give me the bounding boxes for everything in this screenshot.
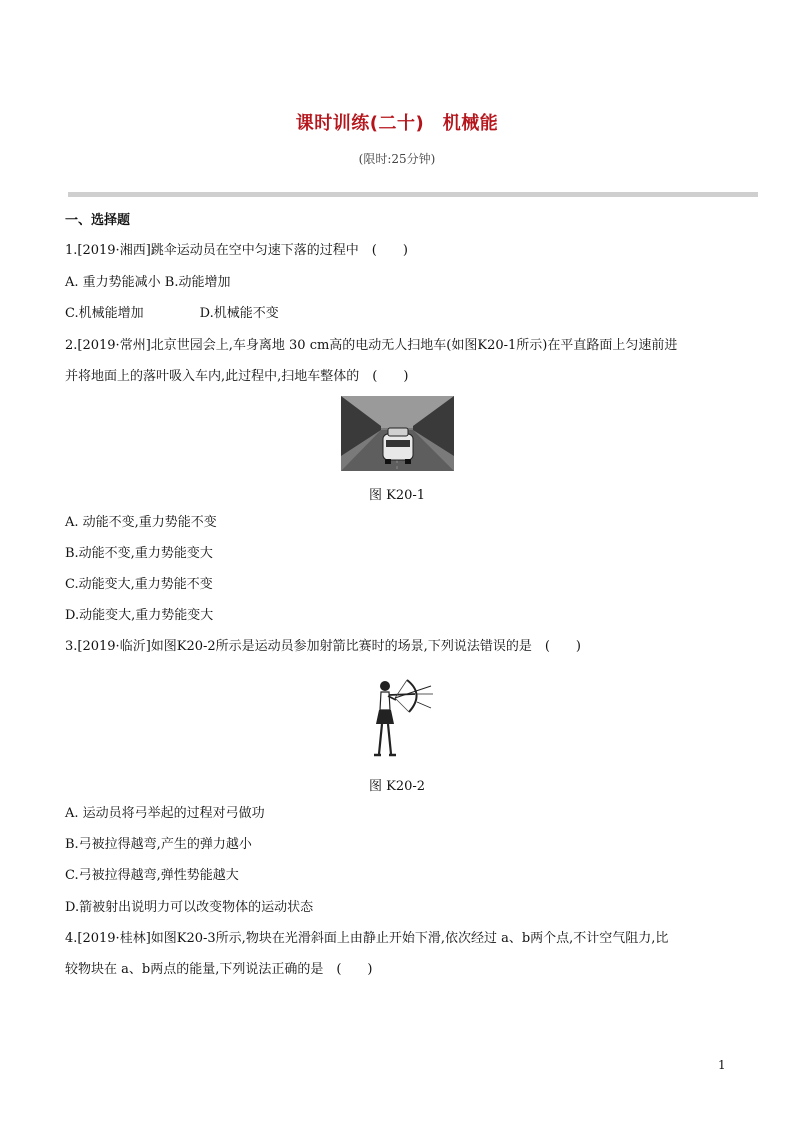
q2-stem-line2: 并将地面上的落叶吸入车内,此过程中,扫地车整体的 ( ) — [65, 369, 409, 384]
q1-stem: 1.[2019·湘西]跳伞运动员在空中匀速下落的过程中 ( ) — [65, 243, 408, 258]
figure-k20-2-caption: 图 K20-2 — [368, 779, 426, 794]
q2-option-a: A. 动能不变,重力势能不变 — [65, 515, 217, 530]
q1-option-c: C.机械能增加 — [65, 306, 144, 321]
q3-option-c: C.弓被拉得越弯,弹性势能越大 — [65, 868, 239, 883]
figure-k20-1-caption: 图 K20-1 — [368, 488, 426, 503]
time-limit: (限时:25分钟) — [358, 152, 436, 166]
q4-stem-line2: 较物块在 a、b两点的能量,下列说法正确的是 ( ) — [65, 962, 373, 977]
q2-stem-line1: 2.[2019·常州]北京世园会上,车身离地 30 cm高的电动无人扫地车(如图K20-1所示)在平直路面上匀速前进 — [65, 338, 678, 353]
q1-options-cd — [65, 305, 279, 323]
q1-option-d: D.机械能不变 — [199, 306, 279, 321]
q1-options-ab: A. 重力势能减小 B.动能增加 — [65, 275, 231, 290]
sweeper-car-photo — [341, 396, 454, 471]
archer-illustration — [359, 678, 437, 762]
section-heading: 一、选择题 — [65, 213, 131, 228]
header-divider — [68, 192, 758, 197]
q2-option-b: B.动能不变,重力势能变大 — [65, 546, 213, 561]
q3-option-d: D.箭被射出说明力可以改变物体的运动状态 — [65, 900, 314, 915]
q3-option-b: B.弓被拉得越弯,产生的弹力越小 — [65, 837, 252, 852]
page-title: 课时训练(二十) 机械能 — [295, 113, 499, 134]
q2-option-d: D.动能变大,重力势能变大 — [65, 608, 214, 623]
q3-option-a: A. 运动员将弓举起的过程对弓做功 — [65, 806, 265, 821]
q4-stem-line1: 4.[2019·桂林]如图K20-3所示,物块在光滑斜面上由静止开始下滑,依次经过 a、b两个点,不计空气阻力,比 — [65, 931, 669, 946]
page-number: 1 — [718, 1058, 726, 1072]
q3-stem: 3.[2019·临沂]如图K20-2所示是运动员参加射箭比赛时的场景,下列说法错误的是 ( ) — [65, 639, 581, 654]
q2-option-c: C.动能变大,重力势能不变 — [65, 577, 213, 592]
